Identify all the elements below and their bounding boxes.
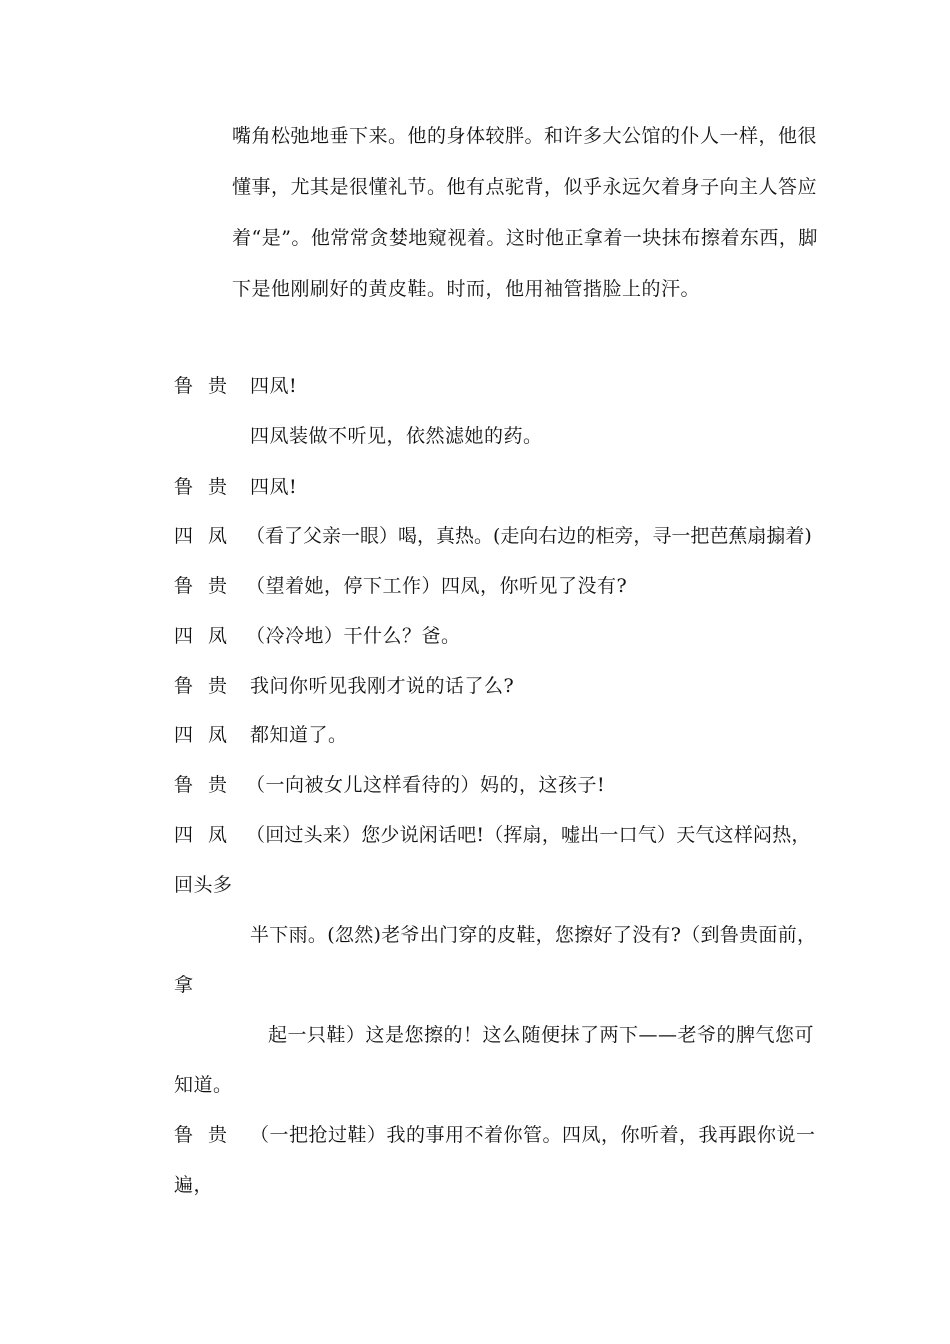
dialogue-text: 我问你听见我刚才说的话了么? — [250, 675, 515, 697]
speaker-name: 鲁贵 — [174, 375, 243, 397]
speaker-name: 鲁贵 — [174, 675, 243, 697]
dialogue-text: （望着她，停下工作）四凤，你听见了没有? — [246, 575, 628, 597]
stage-direction-line: 下是他刚刷好的黄皮鞋。时而，他用袖管揩脸上的汗。 — [232, 278, 701, 300]
stage-direction-inline: 四凤装做不听见，依然滤她的药。 — [250, 425, 543, 447]
dialogue-text: （回过头来）您少说闲话吧!（挥扇，嘘出一口气）天气这样闷热， — [246, 824, 811, 846]
continuation-line: 起一只鞋）这是您擦的！这么随便抹了两下——老爷的脾气您可 — [268, 1024, 815, 1046]
continuation-line: 知道。 — [174, 1074, 233, 1096]
dialogue-text: （一把抢过鞋）我的事用不着你管。四凤，你听着，我再跟你说一 — [250, 1124, 816, 1146]
continuation-line: 拿 — [174, 974, 194, 996]
continuation-line: 遍， — [174, 1174, 214, 1196]
speaker-name: 四凤 — [174, 824, 243, 846]
speaker-name: 四凤 — [174, 625, 243, 647]
speaker-name: 鲁贵 — [174, 774, 243, 796]
speaker-name: 鲁贵 — [174, 575, 243, 597]
continuation-line: 回头多 — [174, 874, 233, 896]
speaker-name: 四凤 — [174, 724, 243, 746]
dialogue-text: 四凤! — [250, 476, 298, 498]
dialogue-text: （一向被女儿这样看待的）妈的，这孩子! — [246, 774, 606, 796]
stage-direction-line: 懂事，尤其是很懂礼节。他有点驼背，似乎永远欠着身子向主人答应 — [232, 176, 818, 198]
speaker-name: 鲁贵 — [174, 476, 243, 498]
dialogue-text: 四凤! — [250, 375, 298, 397]
continuation-line: 半下雨。(忽然)老爷出门穿的皮鞋，您擦好了没有?（到鲁贵面前， — [250, 924, 817, 946]
stage-direction-line: 着“是”。他常常贪婪地窥视着。这时他正拿着一块抹布擦着东西，脚 — [232, 227, 818, 249]
dialogue-text: （冷冷地）干什么？爸。 — [246, 625, 461, 647]
dialogue-text: （看了父亲一眼）喝，真热。(走向右边的柜旁，寻一把芭蕉扇搧着) — [246, 525, 812, 547]
stage-direction-line: 嘴角松弛地垂下来。他的身体较胖。和许多大公馆的仆人一样，他很 — [232, 125, 818, 147]
speaker-name: 四凤 — [174, 525, 243, 547]
speaker-name: 鲁贵 — [174, 1124, 243, 1146]
dialogue-text: 都知道了。 — [250, 724, 348, 746]
